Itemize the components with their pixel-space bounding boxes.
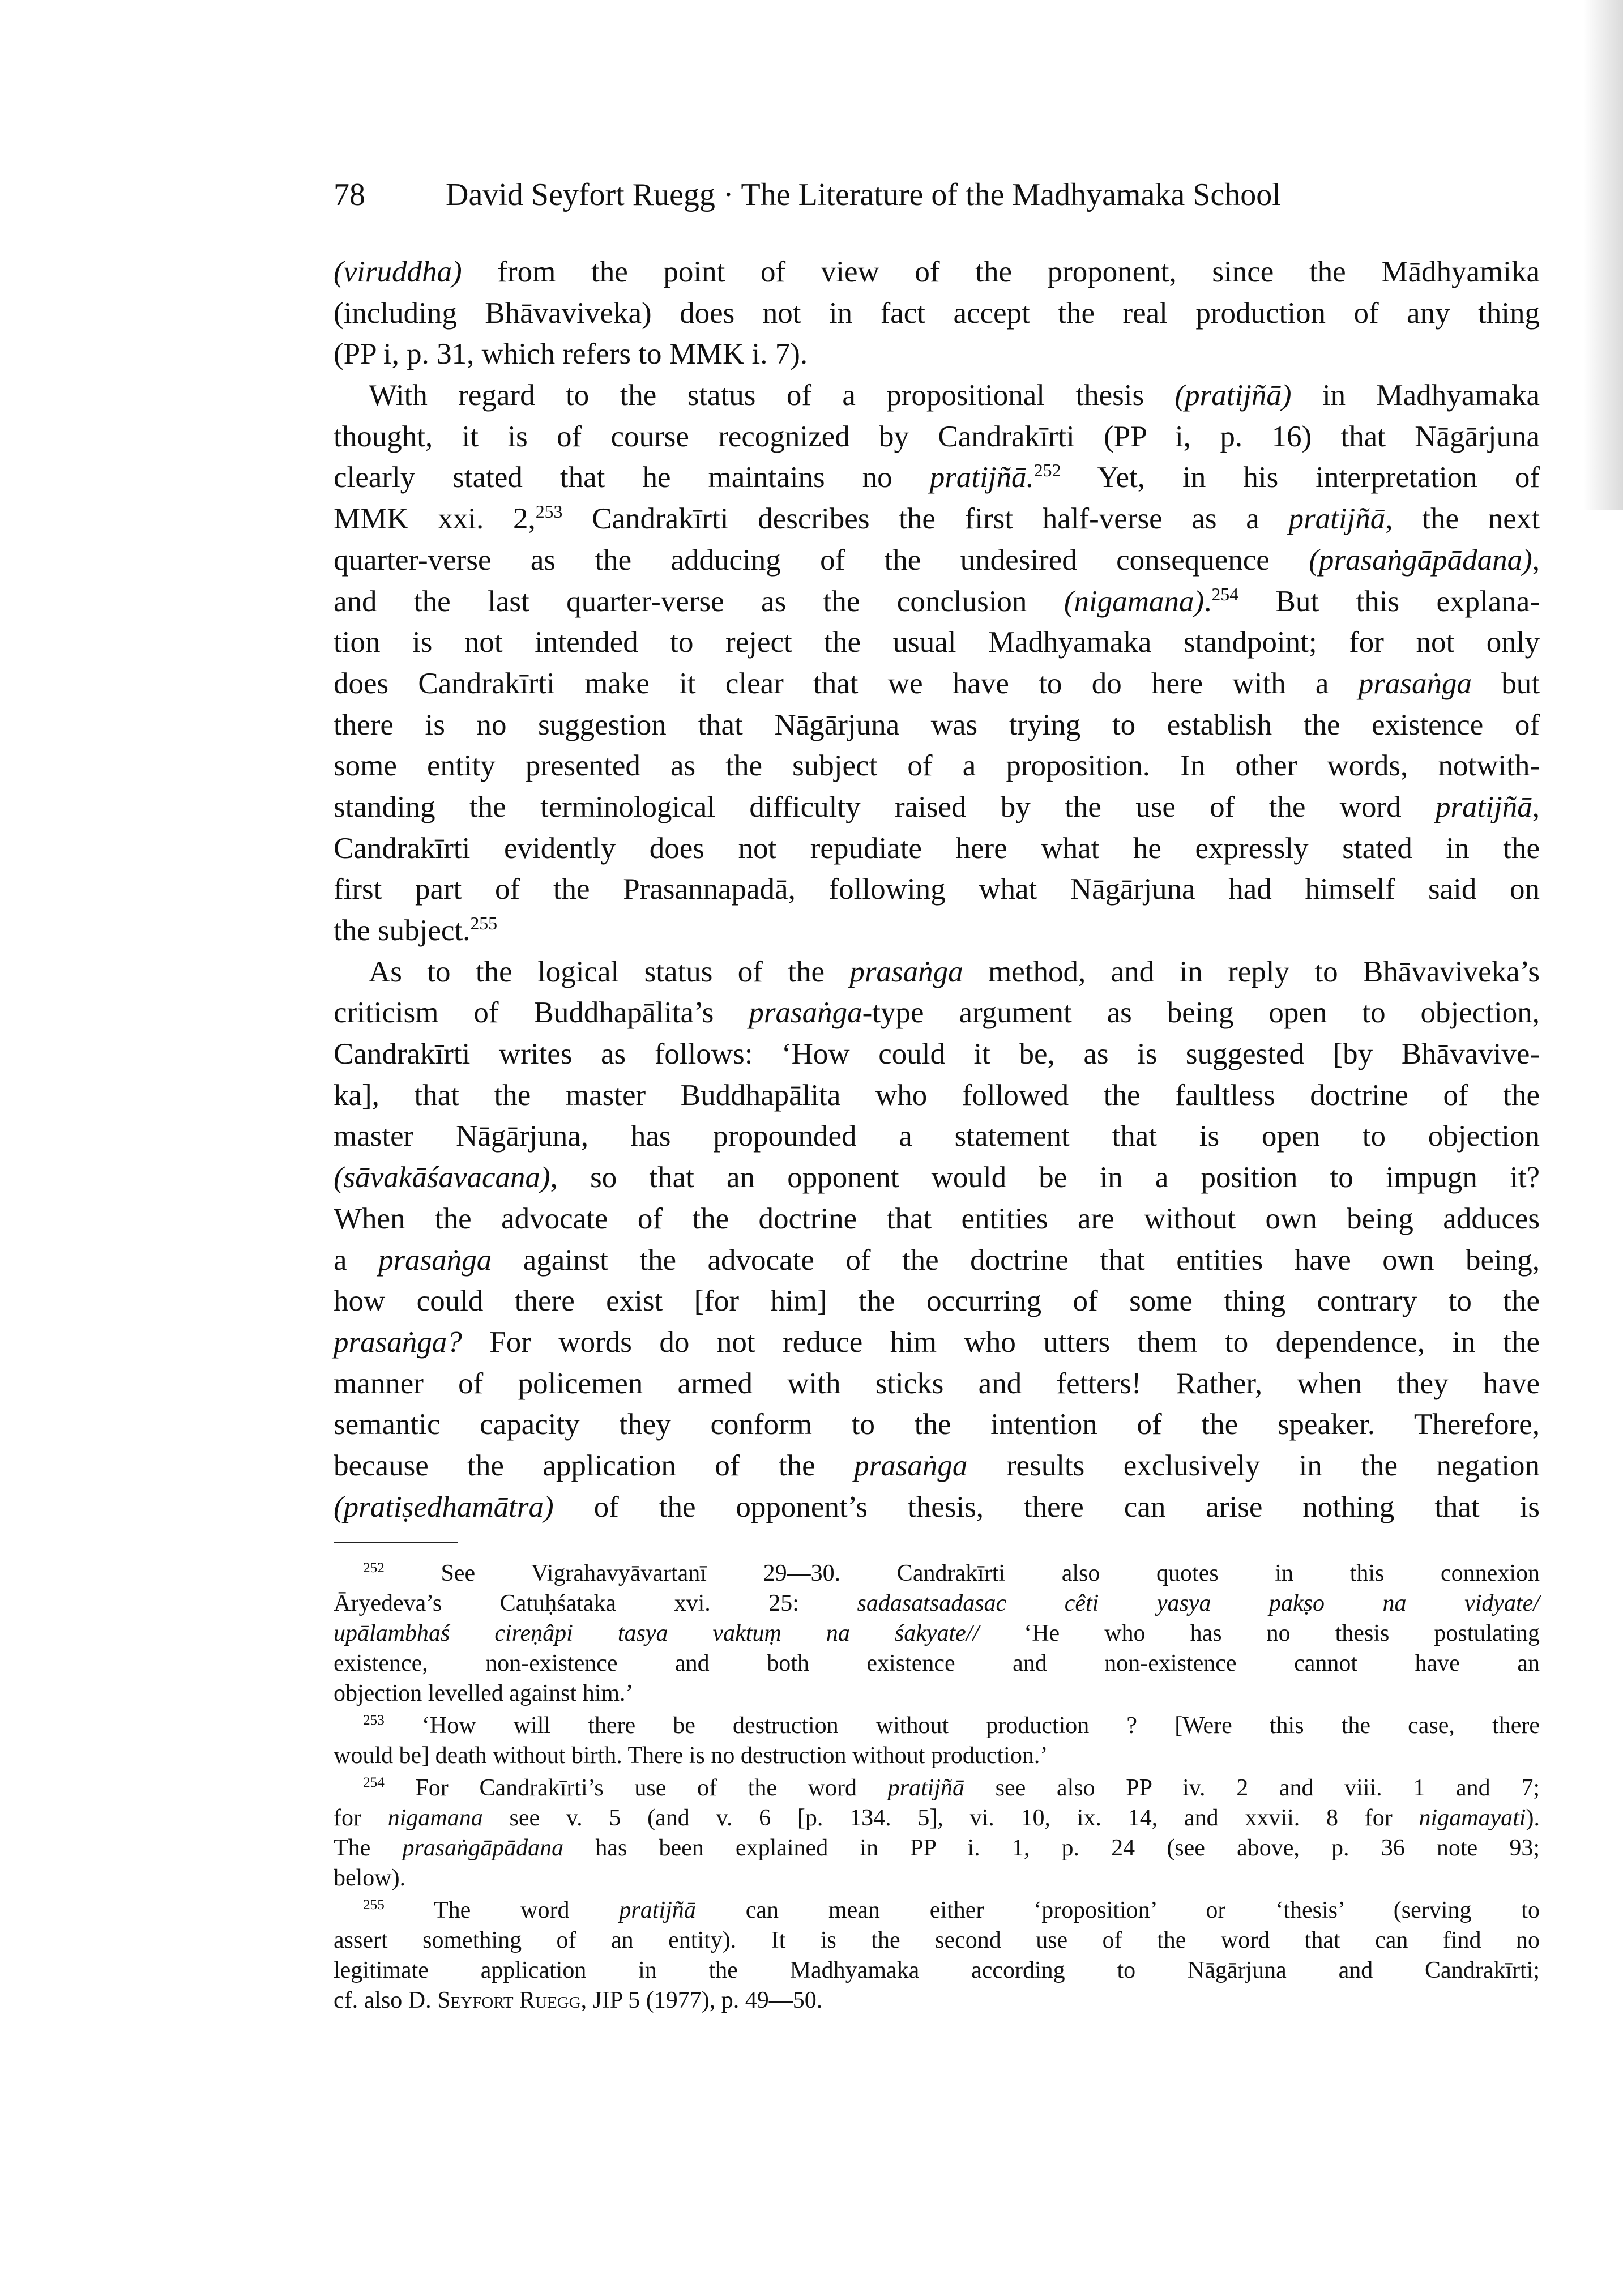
text-line: [334, 1075, 1540, 1116]
footnote-line: [334, 1956, 1540, 1986]
footnote: [334, 1711, 1540, 1771]
footnote-reference: 252: [1033, 460, 1061, 481]
text-run: see v. 5 (and v. 6 [p. 134. 5], vi. 10, ix. 14, and xxvii. 8 for: [482, 1805, 1419, 1831]
italic-term: pratijñā.: [929, 461, 1034, 494]
text-line: [334, 787, 1540, 828]
footnote-line: [334, 1896, 1540, 1926]
text-run: thought, it is of course recognized by Candrakīrti (PP i, p. 16) that Nāgārjuna: [334, 420, 1540, 453]
text-run: from the point of view of the proponent, since the Mādhyamika: [462, 255, 1540, 288]
page-number: 78: [334, 177, 365, 212]
text-run: Candrakīrti describes the first half-verse as a: [562, 502, 1289, 536]
text-run: With regard to the status of a propositional thesis: [369, 379, 1175, 412]
footnote-reference: 253: [535, 502, 563, 522]
text-line: [334, 293, 1540, 334]
italic-term: nigamayati: [1419, 1805, 1526, 1831]
text-run: does Candrakīrti make it clear that we have to do here with a: [334, 667, 1359, 700]
text-run: ‘How will there be destruction without production ? [Were this the case, there: [384, 1713, 1540, 1739]
text-line: [334, 951, 1540, 993]
text-line: [334, 1322, 1540, 1363]
italic-term: pratijñā: [619, 1897, 696, 1923]
text-run: Āryedeva’s Catuḥśataka xvi. 25:: [334, 1590, 857, 1616]
text-line: [334, 745, 1540, 787]
italic-term: (viruddha): [334, 255, 462, 288]
text-run: , JIP 5 (1977), p. 49—50.: [580, 1987, 823, 2013]
text-run: ,: [1532, 543, 1540, 577]
text-run: would be] death without birth. There is no destruction without production.’: [334, 1743, 1048, 1769]
text-line: [334, 910, 1540, 951]
text-run: there is no suggestion that Nāgārjuna was trying to establish the existence of: [334, 708, 1540, 741]
footnote: [334, 1559, 1540, 1709]
italic-term: prasaṅga: [854, 1449, 968, 1482]
text-run: Seyfort Ruegg: [437, 1987, 581, 2013]
text-line: [334, 334, 1540, 375]
text-line: [334, 1445, 1540, 1487]
text-run: objection levelled against him.’: [334, 1680, 634, 1706]
footnote-reference: 252: [363, 1560, 385, 1576]
footnote-reference: 255: [363, 1897, 385, 1913]
text-line: [334, 375, 1540, 416]
text-run: manner of policemen armed with sticks and fetters! Rather, when they have: [334, 1367, 1540, 1400]
footnote: [334, 1773, 1540, 1893]
text-run: existence, non-existence and both existence and non-existence cannot have an: [334, 1650, 1540, 1676]
text-line: [334, 498, 1540, 540]
text-run: Candrakīrti writes as follows: ‘How could it be, as is suggested [by Bhāvavive-: [334, 1038, 1540, 1071]
text-run: a: [334, 1243, 378, 1277]
text-run: method, and in reply to Bhāvaviveka’s: [963, 955, 1540, 988]
text-line: [334, 705, 1540, 746]
italic-term: nigamana: [387, 1805, 483, 1831]
footnote-reference: 254: [363, 1774, 385, 1790]
footnote-line: [334, 1986, 1540, 2016]
text-run: quarter-verse as the adducing of the undesired consequence: [334, 543, 1309, 577]
footnote-line: [334, 1773, 1540, 1803]
text-run: criticism of Buddhapālita’s: [334, 996, 749, 1030]
text-run: standing the terminological difficulty raised by the use of the word: [334, 790, 1436, 823]
text-run: But this explana-: [1238, 584, 1540, 618]
text-line: [334, 869, 1540, 910]
text-line: [334, 1487, 1540, 1528]
italic-term: prasaṅgāpādana: [402, 1835, 564, 1861]
text-run: When the advocate of the doctrine that entities are without own being adduces: [334, 1202, 1540, 1235]
text-line: [334, 992, 1540, 1034]
italic-term: prasaṅga: [749, 996, 862, 1030]
footnote-reference: 255: [470, 913, 498, 933]
footnote-line: [334, 1926, 1540, 1956]
text-line: [334, 1404, 1540, 1445]
text-run: how could there exist [for him] the occurring of some thing contrary to the: [334, 1284, 1540, 1318]
text-run: ,: [1532, 790, 1540, 823]
italic-term: (prasaṅgāpādana): [1309, 543, 1532, 577]
text-run: see also PP iv. 2 and viii. 1 and 7;: [964, 1775, 1540, 1801]
main-text: [334, 251, 1540, 1527]
text-run: can mean either ‘proposition’ or ‘thesis’ (serving to: [695, 1897, 1540, 1923]
text-run: See Vigrahavyāvartanī 29—30. Candrakīrti also quotes in this connexion: [384, 1560, 1540, 1586]
text-line: [334, 1363, 1540, 1405]
text-run: some entity presented as the subject of a proposition. In other words, notwith-: [334, 749, 1540, 783]
italic-term: (sāvakāśavacana): [334, 1161, 550, 1194]
text-run: For words do not reduce him who utters them to dependence, in the: [462, 1325, 1540, 1359]
text-run: because the application of the: [334, 1449, 855, 1482]
footnote-separator: [334, 1542, 458, 1543]
text-line: [334, 1281, 1540, 1322]
text-run: for: [334, 1805, 388, 1831]
italic-term: upālambhaś cireṇâpi tasya vaktuṃ na śakyate//: [334, 1620, 980, 1646]
running-title: David Seyfort Ruegg · The Literature of the Madhyamaka School: [446, 177, 1281, 212]
text-line: [334, 251, 1540, 293]
text-run: Yet, in his interpretation of: [1061, 461, 1540, 494]
italic-term: (nigamana): [1064, 584, 1205, 618]
footnote-line: [334, 1679, 1540, 1709]
footnotes: [334, 1559, 1540, 2018]
footnote-line: [334, 1833, 1540, 1863]
text-run: ‘He who has no thesis postulating: [979, 1620, 1540, 1646]
text-run: ka], that the master Buddhapālita who followed the faultless doctrine of the: [334, 1078, 1540, 1112]
text-run: , the next: [1385, 502, 1540, 536]
text-run: legitimate application in the Madhyamaka according to Nāgārjuna and Candrakīrti;: [334, 1957, 1540, 1983]
footnote: [334, 1896, 1540, 2016]
footnote-line: [334, 1741, 1540, 1771]
italic-term: (pratiṣedhamātra): [334, 1490, 554, 1523]
text-run: -type argument as being open to objection,: [862, 996, 1540, 1030]
text-run: (including Bhāvaviveka) does not in fact accept the real production of any thing: [334, 296, 1540, 330]
italic-term: pratijñā: [1288, 502, 1386, 536]
text-run: clearly stated that he maintains no: [334, 461, 930, 494]
text-line: [334, 1240, 1540, 1281]
footnote-line: [334, 1803, 1540, 1833]
text-run: ).: [1526, 1805, 1540, 1831]
text-run: The: [334, 1835, 403, 1861]
text-line: [334, 1157, 1540, 1198]
text-run: MMK xxi. 2,: [334, 502, 536, 536]
text-run: , so that an opponent would be in a position to impugn it?: [550, 1161, 1540, 1194]
text-run: results exclusively in the negation: [967, 1449, 1540, 1482]
text-run: has been explained in PP i. 1, p. 24 (see above, p. 36 note 93;: [563, 1835, 1540, 1861]
text-run: For Candrakīrti’s use of the word: [384, 1775, 888, 1801]
text-run: semantic capacity they conform to the intention of the speaker. Therefore,: [334, 1408, 1540, 1441]
text-run: cf. also D.: [334, 1987, 438, 2013]
text-run: The word: [384, 1897, 620, 1923]
text-run: tion is not intended to reject the usual Madhyamaka standpoint; for not only: [334, 626, 1540, 659]
italic-term: (pratijñā): [1174, 379, 1292, 412]
text-run: master Nāgārjuna, has propounded a statement that is open to objection: [334, 1120, 1540, 1153]
text-line: [334, 581, 1540, 622]
text-line: [334, 416, 1540, 458]
footnote-line: [334, 1619, 1540, 1649]
text-run: against the advocate of the doctrine that entities have own being,: [492, 1243, 1540, 1277]
text-run: As to the logical status of the: [369, 955, 850, 988]
footnote-line: [334, 1711, 1540, 1741]
text-line: [334, 457, 1540, 498]
footnote-line: [334, 1589, 1540, 1619]
footnote-reference: 253: [363, 1712, 385, 1728]
text-line: [334, 663, 1540, 705]
italic-term: sadasatsadasac cêti yasya pakṣo na vidyate/: [857, 1590, 1540, 1616]
italic-term: prasaṅga?: [334, 1325, 462, 1359]
text-run: .: [1204, 584, 1212, 618]
text-run: (PP i, p. 31, which refers to MMK i. 7).: [334, 338, 808, 371]
text-run: first part of the Prasannapadā, following what Nāgārjuna had himself said on: [334, 873, 1540, 906]
text-line: [334, 540, 1540, 581]
text-run: in Madhyamaka: [1291, 379, 1540, 412]
text-run: Candrakīrti evidently does not repudiate here what he expressly stated in the: [334, 831, 1540, 865]
footnote-line: [334, 1559, 1540, 1589]
scan-edge-shadow: [1583, 0, 1623, 510]
text-run: assert something of an entity). It is the second use of the word that can find no: [334, 1927, 1540, 1953]
footnote-reference: 254: [1211, 584, 1239, 604]
text-line: [334, 1116, 1540, 1157]
italic-term: prasaṅga: [849, 955, 963, 988]
text-line: [334, 1198, 1540, 1240]
text-line: [334, 1034, 1540, 1075]
italic-term: prasaṅga: [378, 1243, 492, 1277]
text-run: below).: [334, 1865, 406, 1891]
text-run: the subject.: [334, 914, 471, 947]
italic-term: prasaṅga: [1358, 667, 1472, 700]
text-run: but: [1472, 667, 1540, 700]
italic-term: pratijñā: [1435, 790, 1532, 823]
text-line: [334, 828, 1540, 869]
text-run: of the opponent’s thesis, there can arise nothing that is: [553, 1490, 1540, 1523]
italic-term: pratijñā: [887, 1775, 965, 1801]
footnote-line: [334, 1863, 1540, 1893]
footnote-line: [334, 1649, 1540, 1679]
text-line: [334, 622, 1540, 663]
text-run: and the last quarter-verse as the conclusion: [334, 584, 1064, 618]
